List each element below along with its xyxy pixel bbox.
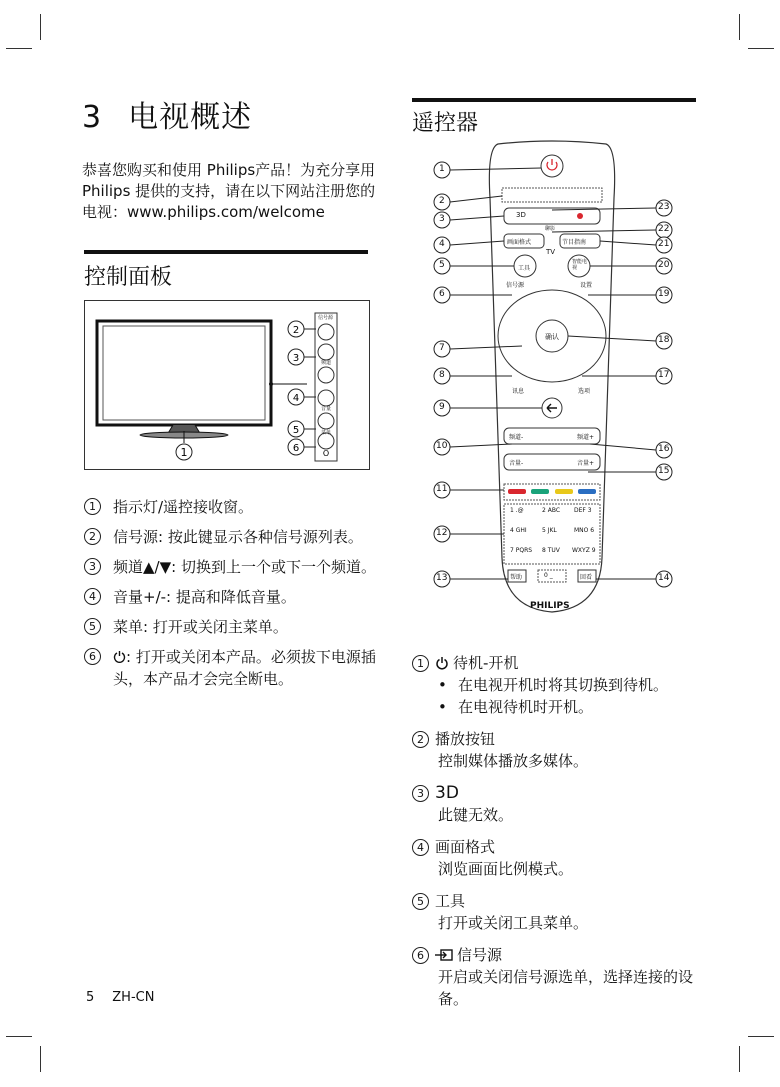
- callout-number: 16: [658, 444, 670, 454]
- desc-number: 3: [412, 785, 429, 802]
- remote-ch-minus: 频道-: [509, 434, 524, 441]
- remote-key-6: MNO 6: [574, 527, 595, 534]
- remote-settings: 设置: [580, 282, 593, 289]
- desc-title: 信号源: [457, 946, 503, 964]
- remote-vol-minus: 音量-: [509, 460, 524, 467]
- remote-back: 回看: [580, 574, 593, 581]
- crop-mark: [6, 48, 32, 49]
- remote-key-7: 7 PQRS: [510, 547, 533, 554]
- remote-info: 讯息: [512, 388, 525, 395]
- legend-number: 5: [84, 618, 101, 635]
- remote-3d: 3D: [516, 211, 526, 219]
- legend-number: 3: [84, 558, 101, 575]
- desc-item: [412, 944, 712, 1010]
- intro-paragraph: 恭喜您购买和使用 Philips产品！为充分享用Philips 提供的支持，请在以下网站注册您的电视：www.philips.com/welcome: [82, 161, 376, 221]
- remote-callout-numbers: [412, 138, 702, 638]
- legend-number: 2: [84, 528, 101, 545]
- legend-item: [84, 496, 384, 518]
- chapter-title: [82, 92, 252, 136]
- svg-text:2: 2: [292, 325, 300, 336]
- svg-text:5: 5: [292, 425, 300, 436]
- crop-mark: [739, 1046, 740, 1072]
- remote-key-3: DEF 3: [574, 507, 592, 514]
- desc-number: 2: [412, 731, 429, 748]
- panel-label-volume: 音量: [321, 406, 332, 412]
- remote-format: 画面格式: [507, 239, 532, 246]
- desc-text: 打开或关闭工具菜单。: [438, 914, 589, 932]
- remote-key-0: 0 _: [544, 572, 553, 579]
- remote-tools: 工具: [518, 265, 531, 272]
- svg-text:1: 1: [180, 446, 188, 459]
- remote-guide: 节目指南: [562, 239, 587, 246]
- language-code: ZH-CN: [112, 990, 155, 1005]
- legend-number: 4: [84, 588, 101, 605]
- remote-options: 选项: [578, 388, 591, 395]
- legend-number: 6: [84, 648, 101, 665]
- callout-number: 2: [439, 196, 445, 206]
- legend-text: 指示灯/遥控接收窗。: [113, 498, 254, 516]
- crop-mark: [6, 1036, 32, 1037]
- section-rule: [412, 98, 696, 102]
- desc-text: 控制媒体播放多媒体。: [438, 752, 589, 770]
- power-icon: [113, 650, 126, 663]
- remote-help: 帮助: [510, 574, 523, 581]
- callout-number: 3: [439, 214, 445, 224]
- legend-item: [84, 616, 384, 638]
- crop-mark: [748, 1036, 774, 1037]
- power-icon: [435, 656, 449, 670]
- desc-item: [412, 890, 712, 934]
- desc-item: [412, 728, 712, 772]
- chapter-title-text: 电视概述: [128, 100, 253, 135]
- callout-number: 12: [436, 528, 448, 538]
- remote-key-1: 1 .@: [510, 507, 524, 514]
- crop-mark: [748, 48, 774, 49]
- callout-number: 5: [439, 260, 445, 270]
- callout-number: 21: [658, 239, 670, 249]
- callout-number: 10: [436, 441, 448, 451]
- remote-key-8: 8 TUV: [542, 547, 560, 554]
- desc-item: [412, 652, 712, 718]
- desc-number: 5: [412, 893, 429, 910]
- remote-key-9: WXYZ 9: [572, 547, 596, 554]
- panel-label-channel: 频道: [321, 360, 332, 366]
- remote-brand: PHILIPS: [530, 601, 570, 611]
- panel-section-title: 控制面板: [84, 265, 173, 290]
- page-footer: [86, 990, 172, 1005]
- tv-drawing: [85, 301, 369, 469]
- desc-title: 画面格式: [435, 838, 496, 856]
- callout-number: 11: [436, 484, 448, 494]
- remote-key-4: 4 GHI: [510, 527, 527, 534]
- callout-number: 17: [658, 370, 670, 380]
- remote-section-title: 遥控器: [412, 111, 479, 136]
- callout-number: 14: [658, 573, 670, 583]
- panel-label-source: 信号源: [318, 315, 334, 321]
- crop-mark: [40, 1046, 41, 1072]
- legend-text: : 打开或关闭本产品。必须拔下电源插头，本产品才会完全断电。: [113, 648, 376, 688]
- desc-item: [412, 836, 712, 880]
- remote-smart: 聊影: [545, 226, 556, 232]
- remote-ok: 确认: [545, 333, 559, 341]
- svg-text:6: 6: [292, 443, 300, 454]
- callout-number: 19: [658, 289, 670, 299]
- desc-text: 浏览画面比例模式。: [438, 860, 574, 878]
- legend-text: 频道▲/▼: 切换到上一个或下一个频道。: [113, 558, 376, 576]
- legend-item: [84, 556, 384, 578]
- remote-source: 信号源: [506, 282, 525, 289]
- legend-number: 1: [84, 498, 101, 515]
- desc-number: 4: [412, 839, 429, 856]
- desc-title: 待机-开机: [453, 654, 519, 672]
- panel-legend: [84, 496, 384, 698]
- callout-number: 8: [439, 370, 445, 380]
- callout-number: 13: [436, 573, 448, 583]
- callout-number: 9: [439, 402, 445, 412]
- remote-descriptions: [412, 652, 712, 1020]
- legend-text: 信号源: 按此键显示各种信号源列表。: [113, 528, 363, 546]
- svg-text:4: 4: [292, 393, 300, 404]
- section-rule: [84, 250, 368, 254]
- legend-text: 菜单: 打开或关闭主菜单。: [113, 618, 288, 636]
- source-icon: [435, 949, 453, 961]
- tv-illustration: [84, 300, 370, 470]
- desc-bullet: • 在电视开机时将其切换到待机。: [438, 676, 669, 694]
- legend-item: [84, 586, 384, 608]
- crop-mark: [40, 14, 41, 40]
- callout-number: 1: [439, 164, 445, 174]
- desc-number: 1: [412, 655, 429, 672]
- legend-text: 音量+/-: 提高和降低音量。: [113, 588, 296, 606]
- svg-text:O: O: [322, 449, 330, 458]
- desc-bullet: • 在电视待机时开机。: [438, 698, 594, 716]
- desc-text: 此键无效。: [438, 806, 514, 824]
- desc-text: 开启或关闭信号源选单，选择连接的设备。: [438, 968, 694, 1008]
- desc-title: 工具: [435, 892, 466, 910]
- panel-label-menu: 菜单: [321, 430, 332, 436]
- desc-title: 3D: [435, 783, 459, 803]
- remote-tv: TV: [546, 248, 556, 256]
- callout-number: 15: [658, 466, 670, 476]
- chapter-number: 3: [82, 100, 103, 135]
- callout-number: 23: [658, 202, 670, 212]
- desc-item: [412, 782, 712, 826]
- page-number: 5: [86, 990, 95, 1005]
- desc-number: 6: [412, 947, 429, 964]
- remote-vol-plus: 音量+: [577, 460, 595, 467]
- callout-number: 20: [658, 260, 670, 270]
- callout-number: 6: [439, 289, 445, 299]
- svg-text:3: 3: [292, 353, 300, 364]
- legend-item: [84, 646, 384, 690]
- callout-number: 7: [439, 343, 445, 353]
- callout-number: 22: [658, 224, 670, 234]
- remote-key-2: 2 ABC: [542, 507, 561, 514]
- remote-ch-plus: 频道+: [577, 434, 595, 441]
- callout-number: 18: [658, 335, 670, 345]
- callout-number: 4: [439, 239, 445, 249]
- remote-smarttv: 智能电视: [572, 259, 588, 271]
- crop-mark: [739, 14, 740, 40]
- desc-title: 播放按钮: [435, 730, 496, 748]
- legend-item: [84, 526, 384, 548]
- remote-key-5: 5 JKL: [542, 527, 557, 534]
